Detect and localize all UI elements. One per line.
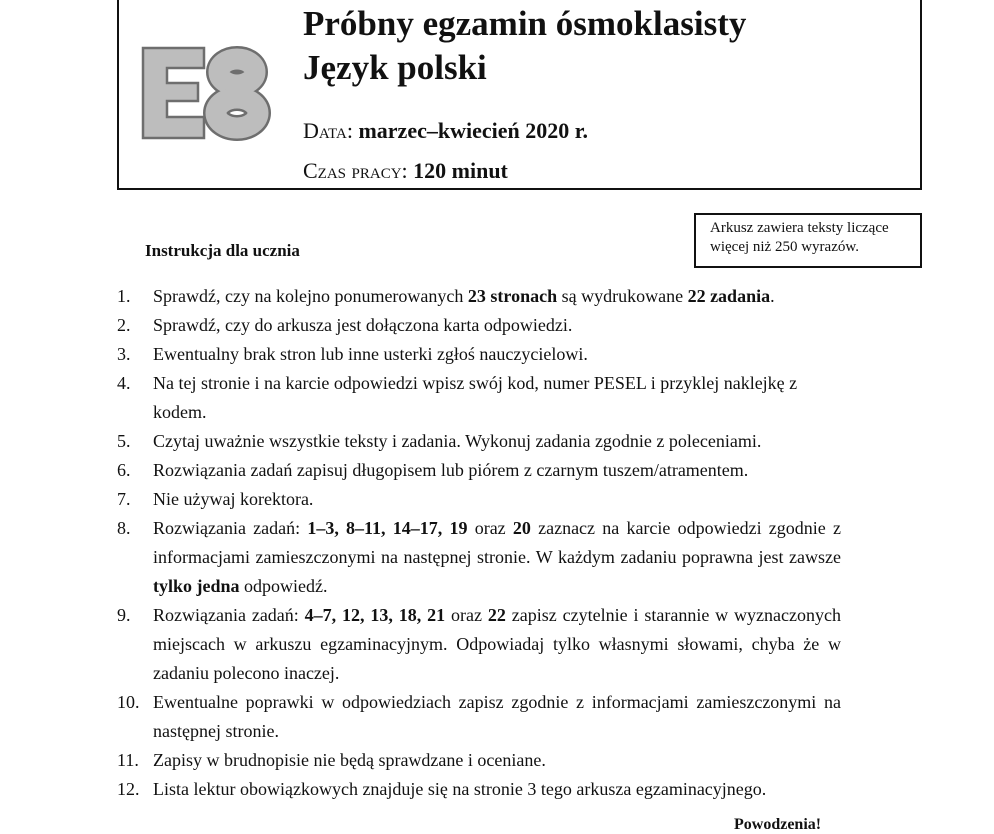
instruction-text: Nie używaj korektora. xyxy=(153,489,314,509)
instruction-text: Rozwiązania zadań: 4–7, 12, 13, 18, 21 oraz 22 zapisz czytelnie i starannie w wyznaczonych miejscach w arkuszu egzaminacyjnym. Odpowiadaj tylko własnymi słowami, chyba że w zadaniu polecono inaczej. xyxy=(153,605,841,683)
instruction-text: Lista lektur obowiązkowych znajduje się na stronie 3 tego arkusza egzaminacyjnego. xyxy=(153,779,767,799)
instruction-number: 10. xyxy=(117,692,140,712)
instruction-text: Zapisy w brudnopisie nie będą sprawdzane i oceniane. xyxy=(153,750,546,770)
exam-subject: Język polski xyxy=(303,48,487,87)
instruction-item xyxy=(0,311,994,340)
instruction-number: 11. xyxy=(117,750,139,770)
instruction-text: Czytaj uważnie wszystkie teksty i zadania. Wykonuj zadania zgodnie z poleceniami. xyxy=(153,431,762,451)
instruction-item xyxy=(0,514,994,601)
exam-title-line1: Próbny egzamin ósmoklasisty xyxy=(303,4,747,43)
instruction-text: Ewentualne poprawki w odpowiedziach zapisz zgodnie z informacjami zamieszczonymi na następnej stronie. xyxy=(153,692,841,741)
instruction-number: 5. xyxy=(117,431,131,451)
e8-logo xyxy=(140,45,272,146)
instruction-item xyxy=(0,601,994,688)
instruction-item xyxy=(0,746,994,775)
exam-duration-label: Czas pracy: xyxy=(303,158,408,183)
good-luck-footer: Powodzenia! xyxy=(734,816,822,833)
instruction-number: 12. xyxy=(117,779,140,799)
instruction-item xyxy=(0,775,994,804)
instruction-number: 3. xyxy=(117,344,131,364)
exam-duration xyxy=(303,158,508,184)
instruction-item xyxy=(0,340,994,369)
instruction-text: Rozwiązania zadań: 1–3, 8–11, 14–17, 19 oraz 20 zaznacz na karcie odpowiedzi zgodnie z informacjami zamieszczonymi na następnej stronie. W każdym zadaniu poprawna jest zawsze tylko jedna odpowiedź. xyxy=(153,518,841,596)
instruction-text: Sprawdź, czy na kolejno ponumerowanych 23 stronach są wydrukowane 22 zadania. xyxy=(153,286,775,306)
exam-date-value: marzec–kwiecień 2020 r. xyxy=(358,118,588,143)
instruction-item xyxy=(0,456,994,485)
instruction-number: 7. xyxy=(117,489,131,509)
instruction-text: Sprawdź, czy do arkusza jest dołączona karta odpowiedzi. xyxy=(153,315,573,335)
instruction-number: 1. xyxy=(117,286,131,306)
e8-logo-letter-e xyxy=(143,48,204,138)
instruction-text: Ewentualny brak stron lub inne usterki zgłoś nauczycielowi. xyxy=(153,344,588,364)
exam-date xyxy=(303,118,588,144)
instruction-item xyxy=(0,485,994,514)
instruction-number: 2. xyxy=(117,315,131,335)
exam-duration-value: 120 minut xyxy=(413,158,508,183)
instruction-number: 6. xyxy=(117,460,131,480)
instruction-text: Rozwiązania zadań zapisuj długopisem lub piórem z czarnym tuszem/atramentem. xyxy=(153,460,749,480)
instructions-list xyxy=(0,282,994,804)
instruction-item xyxy=(0,369,994,427)
instruction-number: 4. xyxy=(117,373,131,393)
instruction-number: 9. xyxy=(117,605,131,625)
instruction-item xyxy=(0,688,994,746)
exam-date-label: Data: xyxy=(303,118,353,143)
word-count-notice-line1: Arkusz zawiera teksty liczące xyxy=(710,220,889,236)
instruction-text: Na tej stronie i na karcie odpowiedzi wpisz swój kod, numer PESEL i przyklej naklejkę z kodem. xyxy=(153,373,798,422)
exam-title xyxy=(303,2,746,90)
instruction-item xyxy=(0,427,994,456)
instruction-number: 8. xyxy=(117,518,131,538)
instructions-heading: Instrukcja dla ucznia xyxy=(145,241,300,260)
word-count-notice xyxy=(694,213,922,268)
word-count-notice-line2: więcej niż 250 wyrazów. xyxy=(710,239,859,255)
instruction-item xyxy=(0,282,994,311)
